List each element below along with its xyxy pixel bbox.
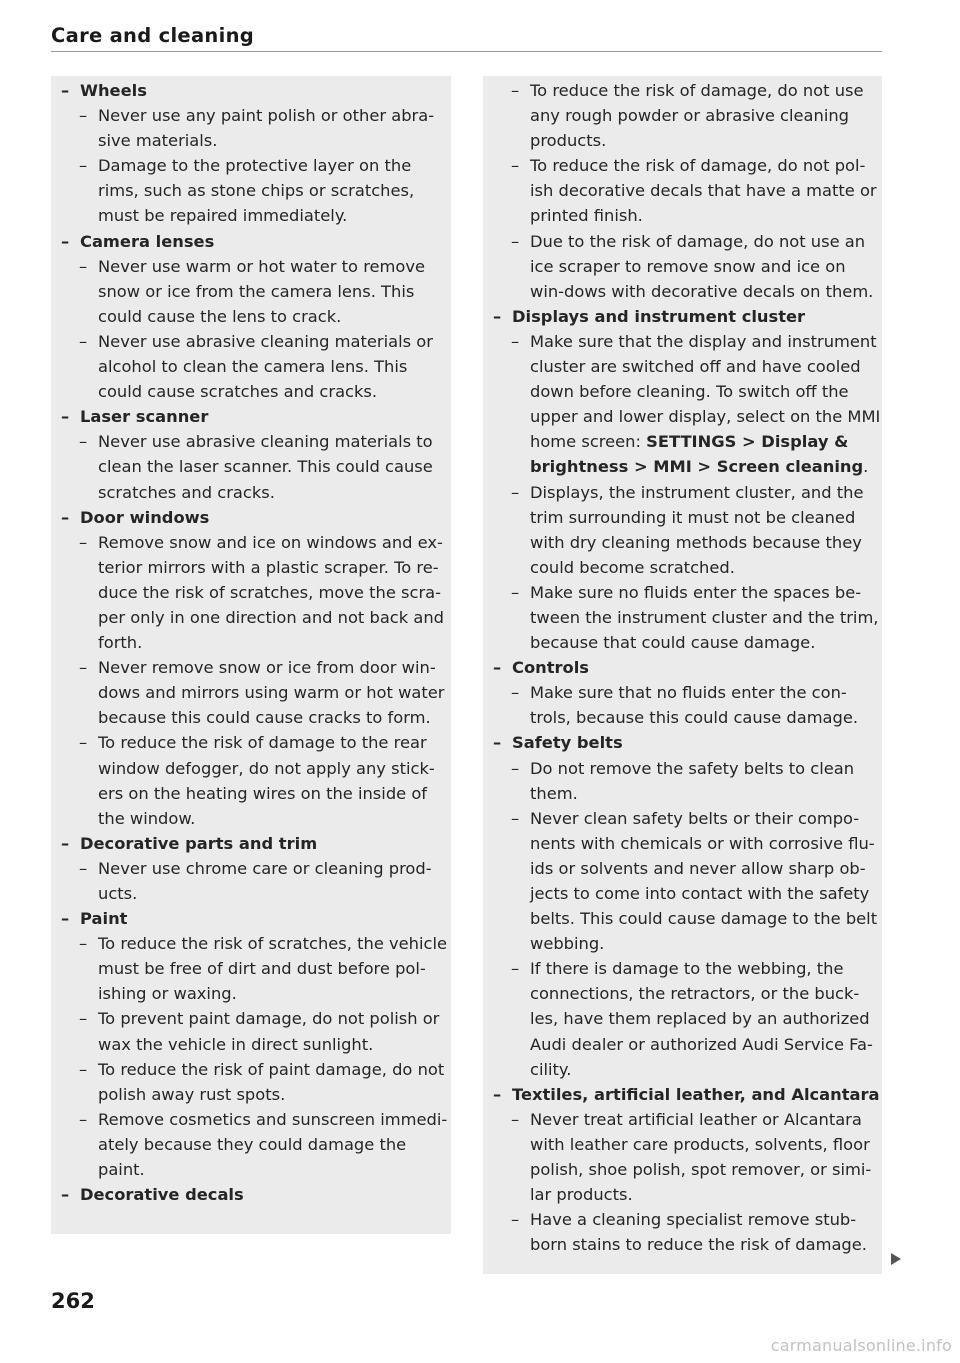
bullet-controls-fluids: – Make sure that no fluids enter the con-trols, because this could cause damage. bbox=[511, 680, 882, 730]
bullet-belts-chemicals: – Never clean safety belts or their compo-nents with chemicals or with corrosive flu-ids or solvents and never allow sharp ob-jects to come into contact with the safety belts. This could cause damage to the belt webbing. bbox=[511, 806, 882, 957]
watermark: carmanualsonline.info bbox=[770, 1336, 952, 1355]
bullet-camera-hot-water: – Never use warm or hot water to remove snow or ice from the camera lens. This could cause the lens to crack. bbox=[79, 254, 451, 329]
bullet-textiles-stains: – Have a cleaning specialist remove stub-born stains to reduce the risk of damage. bbox=[511, 1207, 882, 1257]
heading-textiles: – Textiles, artificial leather, and Alcantara bbox=[493, 1082, 882, 1107]
bullet-paint-dirt: – To reduce the risk of scratches, the vehicle must be free of dirt and dust before pol-ishing or waxing. bbox=[79, 931, 451, 1006]
page-number: 262 bbox=[51, 1289, 95, 1313]
displays-instruction-end: . bbox=[863, 457, 869, 477]
continue-arrow-icon bbox=[891, 1253, 901, 1265]
right-column bbox=[483, 76, 882, 1274]
heading-camera-lenses: – Camera lenses bbox=[61, 229, 451, 254]
heading-decorative-parts: – Decorative parts and trim bbox=[61, 831, 451, 856]
bullet-belts-damage: – If there is damage to the webbing, the connections, the retractors, or the buck-les, have them replaced by an authorized Audi dealer or authorized Audi Service Fa-cility. bbox=[511, 956, 882, 1081]
bullet-door-defogger: – To reduce the risk of damage to the rear window defogger, do not apply any stick-ers on the heating wires on the inside of the window. bbox=[79, 730, 451, 830]
bullet-paint-cosmetics: – Remove cosmetics and sunscreen immedi-ately because they could damage the paint. bbox=[79, 1107, 451, 1182]
left-column bbox=[51, 76, 451, 1234]
bullet-wheels-polish: – Never use any paint polish or other abra-sive materials. bbox=[79, 103, 451, 153]
heading-paint: – Paint bbox=[61, 906, 451, 931]
bullet-displays-fluids: – Make sure no fluids enter the spaces be-tween the instrument cluster and the trim, because that could cause damage. bbox=[511, 580, 882, 655]
bullet-laser-abrasive: – Never use abrasive cleaning materials to clean the laser scanner. This could cause scratches and cracks. bbox=[79, 429, 451, 504]
bullet-textiles-leather-care: – Never treat artificial leather or Alcantara with leather care products, solvents, floor polish, shoe polish, spot remover, or simi-lar products. bbox=[511, 1107, 882, 1207]
heading-controls: – Controls bbox=[493, 655, 882, 680]
heading-displays: – Displays and instrument cluster bbox=[493, 304, 882, 329]
mmi-menu-path: SETTINGS > Display & brightness > MMI > Screen cleaning bbox=[530, 432, 864, 477]
bullet-belts-remove: – Do not remove the safety belts to clean them. bbox=[511, 756, 882, 806]
bullet-displays-switch-off bbox=[511, 329, 882, 480]
bullet-wheels-damage: – Damage to the protective layer on the rims, such as stone chips or scratches, must be repaired immediately. bbox=[79, 153, 451, 228]
bullet-decals-polish: – To reduce the risk of damage, do not pol-ish decorative decals that have a matte or printed finish. bbox=[511, 153, 882, 228]
bullet-decals-scraper: – Due to the risk of damage, do not use an ice scraper to remove snow and ice on win-dows with decorative decals on them. bbox=[511, 229, 882, 304]
bullet-deco-chrome: – Never use chrome care or cleaning prod-ucts. bbox=[79, 856, 451, 906]
bullet-camera-abrasive: – Never use abrasive cleaning materials or alcohol to clean the camera lens. This could cause scratches and cracks. bbox=[79, 329, 451, 404]
heading-door-windows: – Door windows bbox=[61, 505, 451, 530]
bullet-door-scraper: – Remove snow and ice on windows and ex-terior mirrors with a plastic scraper. To re-duce the risk of scratches, move the scra-per only in one direction and not back and forth. bbox=[79, 530, 451, 655]
bullet-paint-sunlight: – To prevent paint damage, do not polish or wax the vehicle in direct sunlight. bbox=[79, 1006, 451, 1056]
bullet-displays-dry-cleaning: – Displays, the instrument cluster, and the trim surrounding it must not be cleaned with dry cleaning methods because they could become scratched. bbox=[511, 480, 882, 580]
heading-decorative-decals: – Decorative decals bbox=[61, 1182, 451, 1207]
header-divider bbox=[51, 51, 882, 52]
heading-wheels: – Wheels bbox=[61, 78, 451, 103]
heading-laser-scanner: – Laser scanner bbox=[61, 404, 451, 429]
bullet-decals-powder: – To reduce the risk of damage, do not use any rough powder or abrasive cleaning products. bbox=[511, 78, 882, 153]
bullet-door-hot-water: – Never remove snow or ice from door win-dows and mirrors using warm or hot water because this could cause cracks to form. bbox=[79, 655, 451, 730]
heading-safety-belts: – Safety belts bbox=[493, 730, 882, 755]
page-header-title: Care and cleaning bbox=[51, 24, 255, 47]
displays-instruction-text: Make sure that the display and instrument cluster are switched off and have cooled down before cleaning. To switch off the upper and lower display, select on the MMI home screen: bbox=[530, 331, 881, 452]
bullet-paint-rust: – To reduce the risk of paint damage, do not polish away rust spots. bbox=[79, 1057, 451, 1107]
